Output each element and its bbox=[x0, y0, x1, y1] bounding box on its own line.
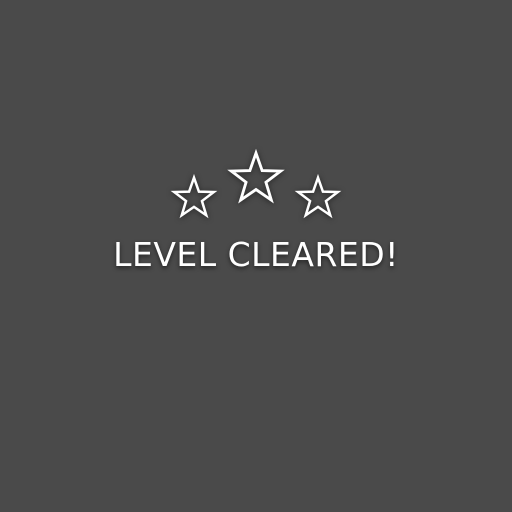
star-icon bbox=[297, 176, 339, 216]
level-cleared-title: LEVEL CLEARED! bbox=[113, 235, 399, 274]
star-icon bbox=[230, 151, 282, 201]
star-icon bbox=[173, 176, 215, 216]
